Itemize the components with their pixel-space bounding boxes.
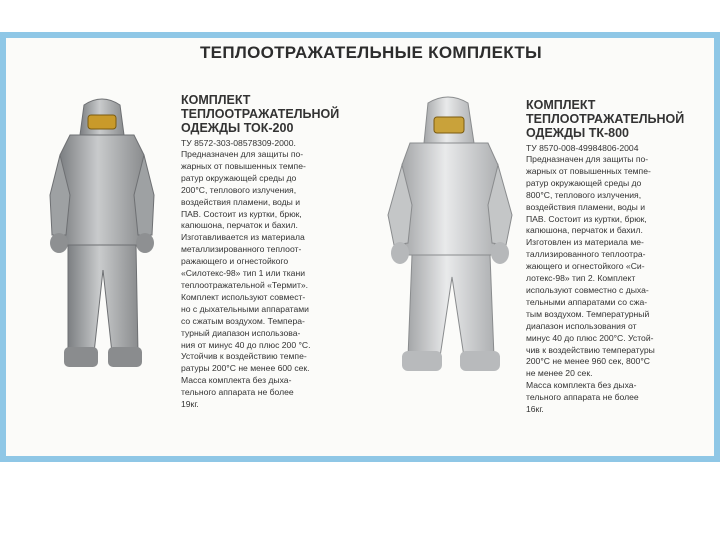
heading-line: ОДЕЖДЫ ТОК-200 xyxy=(181,121,294,135)
kit-tk-800 xyxy=(526,98,716,416)
description-line: 200°С не менее 960 сек, 800°С xyxy=(526,356,650,367)
kit-tok-200 xyxy=(181,93,381,411)
heading-line: ТЕПЛООТРАЖАТЕЛЬНОЙ xyxy=(181,107,340,121)
description-line: тельными аппаратами со сжа- xyxy=(526,296,648,307)
description-line: капюшона, перчаток и бахил. xyxy=(526,225,643,236)
kit-spec: ТУ 8570-008-49984806-2004 xyxy=(526,143,639,153)
description-line: металлизированного теплоот- xyxy=(181,244,302,255)
description-line: ния от минус 40 до плюс 200 °С. xyxy=(181,339,311,350)
description-line: Предназначен для защиты по- xyxy=(526,154,649,164)
description-line: Комплект используют совмест- xyxy=(181,291,306,302)
description-line: ратур окружающей среды до xyxy=(181,172,297,183)
description-line: со сжатым воздухом. Темпера- xyxy=(181,315,305,326)
description-line: теплоотражательной «Термит». xyxy=(181,279,309,290)
description-line: 16кг. xyxy=(526,404,544,415)
heading-line: ОДЕЖДЫ ТК-800 xyxy=(526,126,629,140)
description-line: чив к воздействию температуры xyxy=(526,344,655,355)
kit-heading xyxy=(526,98,716,140)
description-line: минус 40 до плюс 200°С. Устой- xyxy=(526,332,654,343)
description-line: 200°С, теплового излучения, xyxy=(181,184,297,195)
description-line: лотекс-98» тип 2. Комплект xyxy=(526,273,636,284)
kit-description xyxy=(526,154,716,416)
description-line: используют совместно с дыха- xyxy=(526,284,649,295)
description-line: таллизированного теплоотра- xyxy=(526,249,646,260)
description-line: не менее 20 сек. xyxy=(526,368,593,379)
description-line: воздействия пламени, воды и xyxy=(526,201,646,212)
description-line: Изготавливается из материала xyxy=(181,232,305,243)
heading-line: ТЕПЛООТРАЖАТЕЛЬНОЙ xyxy=(526,112,685,126)
description-line: тельного аппарата не более xyxy=(526,392,639,403)
heading-line: КОМПЛЕКТ xyxy=(526,98,596,112)
description-line: Устойчив к воздействию темпе- xyxy=(181,351,307,362)
description-line: жающего и огнестойкого «Си- xyxy=(526,261,645,272)
description-line: жарных от повышенных темпе- xyxy=(181,160,306,171)
description-line: тым воздухом. Температурный xyxy=(526,308,650,319)
description-line: но с дыхательными аппаратами xyxy=(181,303,309,314)
description-line: ПАВ. Состоит из куртки, брюк, xyxy=(526,213,647,224)
description-line: ратур окружающей среды до xyxy=(526,177,642,188)
description-line: Масса комплекта без дыха- xyxy=(526,380,637,391)
description-line: тельного аппарата не более xyxy=(181,387,294,398)
heading-line: КОМПЛЕКТ xyxy=(181,93,251,107)
description-line: Предназначен для защиты по- xyxy=(181,149,304,159)
description-line: капюшона, перчаток и бахил. xyxy=(181,220,298,231)
description-line: воздействия пламени, воды и xyxy=(181,196,301,207)
description-line: ратуры 200°С не менее 600 сек. xyxy=(181,363,310,374)
description-line: диапазон использования от xyxy=(526,320,637,331)
description-line: ПАВ. Состоит из куртки, брюк, xyxy=(181,208,302,219)
description-line: Изготовлен из материала ме- xyxy=(526,237,644,248)
description-line: турный диапазон использова- xyxy=(181,327,301,338)
tok-200-suit-photo xyxy=(40,95,165,377)
kit-description xyxy=(181,149,381,411)
tk-800-suit-photo xyxy=(380,95,520,377)
description-line: «Силотекс-98» тип 1 или ткани xyxy=(181,268,306,279)
page-title: ТЕПЛООТРАЖАТЕЛЬНЫЕ КОМПЛЕКТЫ xyxy=(200,43,542,62)
kit-heading xyxy=(181,93,381,135)
description-line: 800°С, теплового излучения, xyxy=(526,189,642,200)
description-line: ражающего и огнестойкого xyxy=(181,256,289,267)
description-line: 19кг. xyxy=(181,399,199,410)
description-line: жарных от повышенных темпе- xyxy=(526,165,651,176)
kit-spec: ТУ 8572-303-08578309-2000. xyxy=(181,138,296,148)
description-line: Масса комплекта без дыха- xyxy=(181,375,292,386)
